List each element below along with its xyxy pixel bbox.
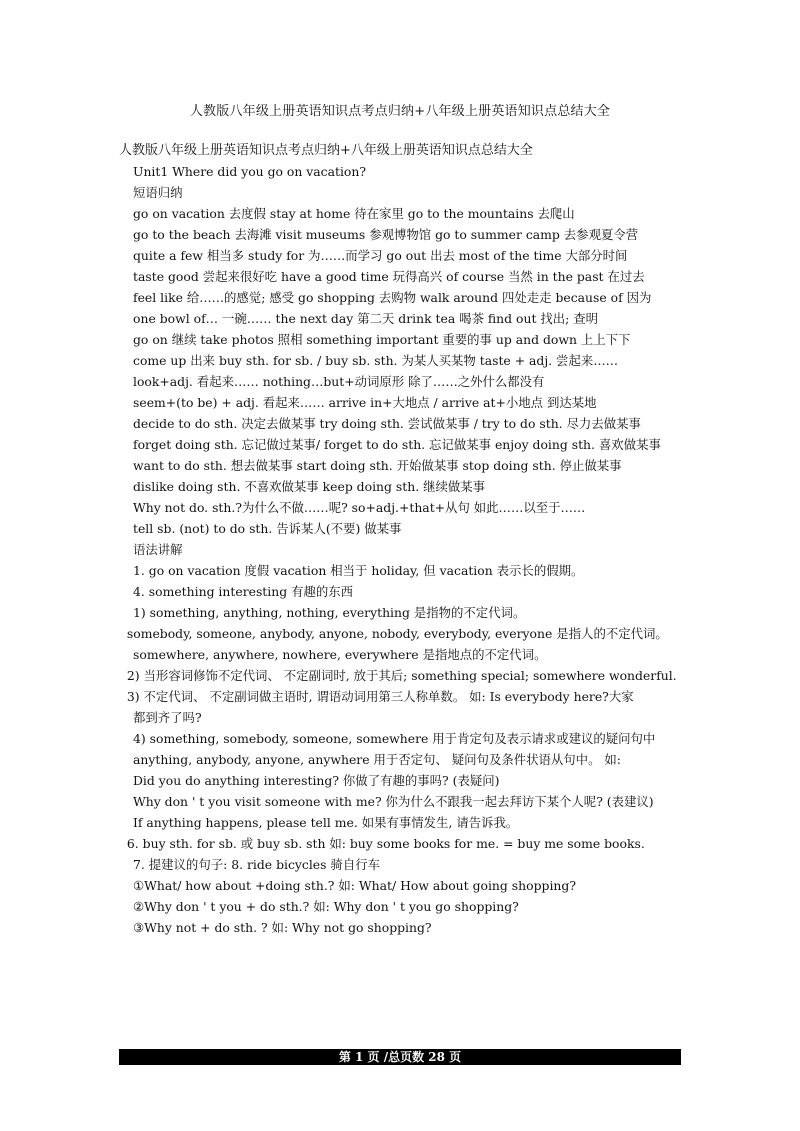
grammar-line: 都到齐了吗? (133, 710, 202, 725)
grammar-line: 1. go on vacation 度假 vacation 相当于 holiday, 但 vacation 表示长的假期。 (133, 563, 584, 578)
phrase-line: taste good 尝起来很好吃 have a good time 玩得高兴 of course 当然 in the past 在过去 (133, 269, 645, 284)
grammar-line: If anything happens, please tell me. 如果有事情发生, 请告诉我。 (133, 815, 519, 830)
phrase-line: seem+(to be) + adj. 看起来…… arrive in+大地点 / arrive at+小地点 到达某地 (133, 395, 597, 410)
phrase-line: go on vacation 去度假 stay at home 待在家里 go to the mountains 去爬山 (133, 206, 575, 221)
grammar-line: Why don ' t you visit someone with me? 你为什么不跟我一起去拜访下某个人呢? (表建议) (133, 794, 654, 809)
grammar-heading: 语法讲解 (133, 542, 183, 557)
grammar-line: 4. something interesting 有趣的东西 (133, 584, 354, 599)
page-header-title: 人教版八年级上册英语知识点考点归纳+八年级上册英语知识点总结大全 (189, 104, 611, 119)
unit-heading: Unit1 Where did you go on vacation? (133, 164, 367, 179)
grammar-line: ②Why don ' t you + do sth.? 如: Why don ' t you go shopping? (133, 899, 519, 914)
phrase-line: dislike doing sth. 不喜欢做某事 keep doing sth. 继续做某事 (133, 479, 486, 494)
phrase-line: quite a few 相当多 study for 为……而学习 go out 出去 most of the time 大部分时间 (133, 248, 628, 263)
phrase-line: decide to do sth. 决定去做某事 try doing sth. 尝试做某事 / try to do sth. 尽力去做某事 (133, 416, 641, 431)
grammar-line: anything, anybody, anyone, anywhere 用于否定句、 疑问句及条件状语从句中。 如: (133, 752, 621, 767)
document-title: 人教版八年级上册英语知识点考点归纳+八年级上册英语知识点总结大全 (119, 143, 533, 158)
page-footer: 第 1 页 /总页数 28 页 (119, 1049, 681, 1065)
grammar-line: somewhere, anywhere, nowhere, everywhere 是指地点的不定代词。 (133, 647, 547, 662)
grammar-line: 4) something, somebody, someone, somewhere 用于肯定句及表示请求或建议的疑问句中 (133, 731, 656, 746)
phrases-heading: 短语归纳 (133, 185, 183, 200)
grammar-line: 3) 不定代词、 不定副词做主语时, 谓语动词用第三人称单数。 如: Is everybody here?大家 (119, 689, 634, 704)
phrase-line: come up 出来 buy sth. for sb. / buy sb. sth. 为某人买某物 taste + adj. 尝起来…… (133, 353, 619, 368)
grammar-line: 6. buy sth. for sb. 或 buy sb. sth 如: buy some books for me. = buy me some books. (119, 836, 645, 851)
phrase-line: want to do sth. 想去做某事 start doing sth. 开始做某事 stop doing sth. 停止做某事 (133, 458, 622, 473)
phrase-line: one bowl of… 一碗…… the next day 第二天 drink tea 喝茶 find out 找出; 查明 (133, 311, 599, 326)
grammar-line: 7. 提建议的句子: 8. ride bicycles 骑自行车 (133, 857, 380, 872)
grammar-line: Did you do anything interesting? 你做了有趣的事吗? (表疑问) (133, 773, 500, 788)
document-body (119, 140, 681, 938)
grammar-list (119, 560, 681, 938)
phrase-line: feel like 给……的感觉; 感受 go shopping 去购物 walk around 四处走走 because of 因为 (133, 290, 652, 305)
grammar-line: 2) 当形容词修饰不定代词、 不定副词时, 放于其后; something special; somewhere wonderful. (119, 668, 677, 683)
phrase-line: go on 继续 take photos 照相 something important 重要的事 up and down 上上下下 (133, 332, 631, 347)
phrase-list (119, 203, 681, 539)
phrase-line: Why not do. sth.?为什么不做……呢? so+adj.+that+从句 如此……以至于…… (133, 500, 586, 515)
grammar-line: ①What/ how about +doing sth.? 如: What/ How about going shopping? (133, 878, 576, 893)
phrase-line: tell sb. (not) to do sth. 告诉某人(不要) 做某事 (133, 521, 402, 536)
phrase-line: look+adj. 看起来…… nothing…but+动词原形 除了……之外什么都没有 (133, 374, 545, 389)
grammar-line: ③Why not + do sth. ? 如: Why not go shopping? (133, 920, 432, 935)
grammar-line: somebody, someone, anybody, anyone, nobody, everybody, everyone 是指人的不定代词。 (119, 626, 668, 641)
grammar-line: 1) something, anything, nothing, everything 是指物的不定代词。 (133, 605, 526, 620)
phrase-line: forget doing sth. 忘记做过某事/ forget to do sth. 忘记做某事 enjoy doing sth. 喜欢做某事 (133, 437, 661, 452)
phrase-line: go to the beach 去海滩 visit museums 参观博物馆 go to summer camp 去参观夏令营 (133, 227, 639, 242)
